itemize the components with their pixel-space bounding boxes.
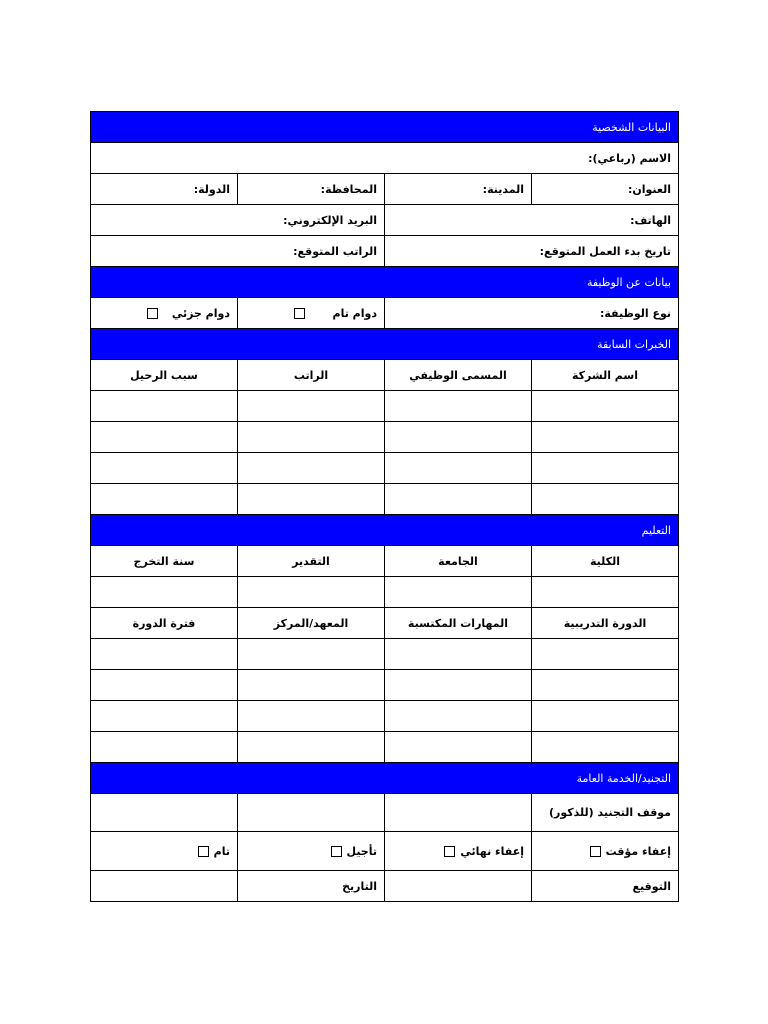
form-table [90, 111, 679, 902]
signature-field[interactable] [385, 871, 532, 902]
table-cell[interactable] [91, 484, 238, 515]
table-cell[interactable] [91, 577, 238, 608]
application-form [90, 111, 678, 902]
postponed-checkbox[interactable] [331, 846, 342, 857]
full-time-checkbox[interactable] [294, 308, 305, 319]
training-row [91, 639, 679, 670]
table-cell[interactable] [532, 484, 679, 515]
table-cell[interactable] [385, 670, 532, 701]
job-section-header: بيانات عن الوظيفة [91, 267, 679, 298]
col-training-course: الدورة التدريبية [532, 608, 679, 639]
temp-exempt-checkbox[interactable] [590, 846, 601, 857]
completed-option[interactable] [91, 832, 238, 871]
table-cell[interactable] [385, 484, 532, 515]
table-cell[interactable] [385, 391, 532, 422]
col-course-period: فترة الدورة [91, 608, 238, 639]
final-exempt-checkbox[interactable] [444, 846, 455, 857]
temp-exempt-option[interactable] [532, 832, 679, 871]
city-field[interactable]: المدينة: [385, 174, 532, 205]
postponed-option[interactable] [238, 832, 385, 871]
experience-row [91, 391, 679, 422]
experience-row [91, 453, 679, 484]
job-type-label: نوع الوظيفة: [385, 298, 679, 329]
table-cell[interactable] [532, 422, 679, 453]
col-leaving-reason: سبب الرحيل [91, 360, 238, 391]
expected-salary-field[interactable]: الراتب المتوقع: [91, 236, 385, 267]
experience-row [91, 484, 679, 515]
training-row [91, 732, 679, 763]
table-cell[interactable] [385, 453, 532, 484]
address-field[interactable]: العنوان: [532, 174, 679, 205]
table-cell[interactable] [238, 422, 385, 453]
table-cell[interactable] [532, 453, 679, 484]
date-field[interactable] [91, 871, 238, 902]
col-graduation-year: سنة التخرج [91, 546, 238, 577]
education-row [91, 577, 679, 608]
final-exempt-option[interactable] [385, 832, 532, 871]
table-cell[interactable] [238, 577, 385, 608]
table-cell[interactable] [532, 639, 679, 670]
personal-section-header: البيانات الشخصية [91, 112, 679, 143]
col-institute: المعهد/المركز [238, 608, 385, 639]
table-cell[interactable] [385, 732, 532, 763]
table-cell[interactable] [238, 453, 385, 484]
table-cell[interactable] [532, 732, 679, 763]
military-section-header: التجنيد/الخدمة العامة [91, 763, 679, 794]
table-cell[interactable] [91, 453, 238, 484]
table-cell[interactable] [91, 670, 238, 701]
table-cell[interactable] [91, 422, 238, 453]
table-cell[interactable] [385, 639, 532, 670]
temp-exempt-label: إعفاء مؤقت [605, 844, 671, 858]
table-cell[interactable] [91, 701, 238, 732]
part-time-checkbox[interactable] [147, 308, 158, 319]
start-date-field[interactable]: تاريخ بدء العمل المتوقع: [385, 236, 679, 267]
experience-section-header: الخبرات السابقة [91, 329, 679, 360]
table-cell[interactable] [91, 639, 238, 670]
completed-checkbox[interactable] [198, 846, 209, 857]
final-exempt-label: إعفاء نهائي [460, 844, 524, 858]
signature-label: التوقيع [532, 871, 679, 902]
table-cell[interactable] [238, 670, 385, 701]
military-status-label: موقف التجنيد (للذكور) [532, 794, 679, 832]
table-cell[interactable] [532, 391, 679, 422]
date-label: التاريخ [238, 871, 385, 902]
table-cell[interactable] [238, 484, 385, 515]
table-cell[interactable] [385, 701, 532, 732]
postponed-label: تأجيل [346, 844, 377, 858]
col-university: الجامعة [385, 546, 532, 577]
table-cell[interactable] [91, 732, 238, 763]
full-time-label: دوام تام [332, 306, 377, 320]
table-cell[interactable] [91, 391, 238, 422]
part-time-label: دوام جزئي [171, 306, 230, 320]
part-time-option[interactable] [91, 298, 238, 329]
education-section-header: التعليم [91, 515, 679, 546]
governorate-field[interactable]: المحافظة: [238, 174, 385, 205]
col-company-name: اسم الشركة [532, 360, 679, 391]
email-field[interactable]: البريد الإلكتروني: [91, 205, 385, 236]
table-cell[interactable] [238, 732, 385, 763]
table-cell[interactable] [91, 794, 238, 832]
col-faculty: الكلية [532, 546, 679, 577]
table-cell[interactable] [238, 701, 385, 732]
phone-field[interactable]: الهاتف: [385, 205, 679, 236]
table-cell[interactable] [238, 391, 385, 422]
table-cell[interactable] [385, 794, 532, 832]
table-cell[interactable] [532, 577, 679, 608]
completed-label: تام [213, 844, 230, 858]
training-row [91, 670, 679, 701]
experience-row [91, 422, 679, 453]
full-name-field[interactable]: الاسم (رباعي): [91, 143, 679, 174]
col-salary: الراتب [238, 360, 385, 391]
country-field[interactable]: الدولة: [91, 174, 238, 205]
table-cell[interactable] [385, 422, 532, 453]
table-cell[interactable] [238, 794, 385, 832]
table-cell[interactable] [238, 639, 385, 670]
full-time-option[interactable] [238, 298, 385, 329]
col-job-title: المسمى الوظيفي [385, 360, 532, 391]
col-grade: التقدير [238, 546, 385, 577]
col-acquired-skills: المهارات المكتسبة [385, 608, 532, 639]
training-row [91, 701, 679, 732]
table-cell[interactable] [385, 577, 532, 608]
table-cell[interactable] [532, 670, 679, 701]
table-cell[interactable] [532, 701, 679, 732]
